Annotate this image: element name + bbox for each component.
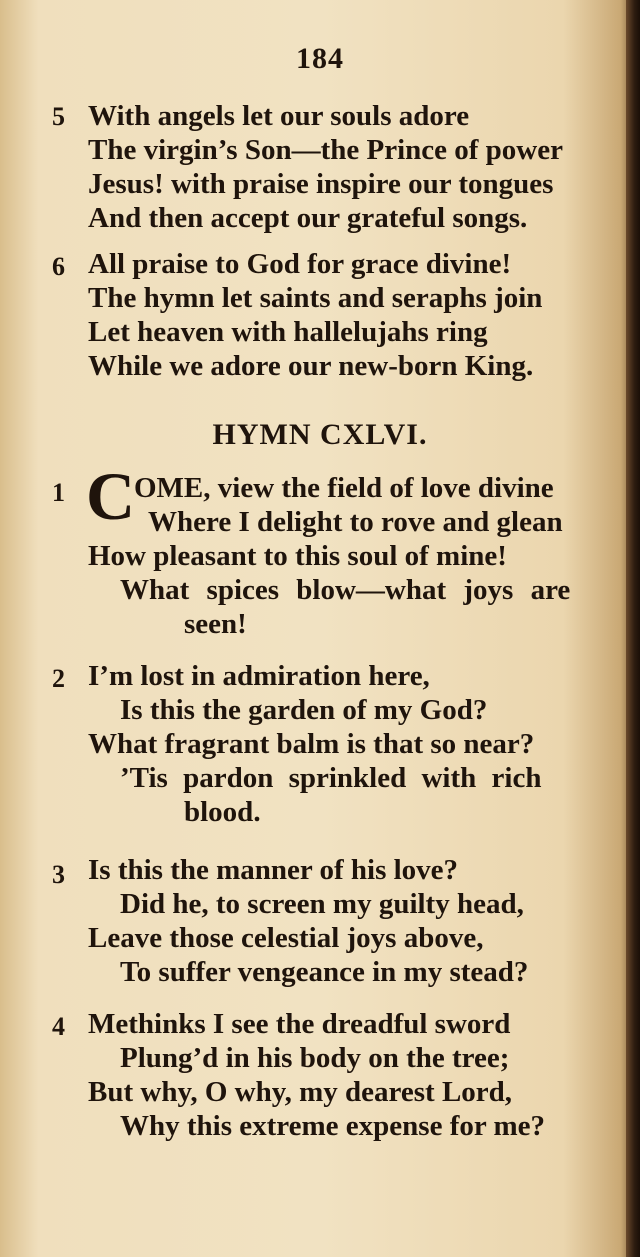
verse-line: I’m lost in admiration here, [88,660,430,692]
verse-line: Jesus! with praise inspire our tongues [88,168,554,200]
hymn-title: HYMN CXLVI. [212,418,428,451]
verse-line: But why, O why, my dearest Lord, [88,1076,513,1108]
verse-line: While we adore our new-born King. [88,350,534,382]
verse-line: With angels let our souls adore [88,100,470,132]
verse-line: The virgin’s Son—the Prince of power [88,134,563,166]
verse-line: Why this extreme expense for me? [120,1110,545,1142]
verse-line: And then accept our grateful songs. [88,202,528,234]
verse-line: Plung’d in his body on the tree; [120,1042,510,1074]
verse-line: To suffer vengeance in my stead? [120,956,529,988]
stanza-number: 3 [52,860,65,889]
verse-line: ’Tis pardon sprinkled with rich [120,762,542,794]
verse-line: Is this the manner of his love? [88,854,459,886]
verse-line: Did he, to screen my guilty head, [120,888,524,920]
verse-line: Where I delight to rove and glean [148,506,563,538]
stanza-number: 4 [52,1012,65,1041]
stanza-number: 5 [52,102,65,131]
verse-line: How pleasant to this soul of mine! [88,540,507,572]
verse-line: The hymn let saints and seraphs join [88,282,543,314]
stanza-number: 6 [52,252,65,281]
verse-line: Methinks I see the dreadful sword [88,1008,511,1040]
page-number: 184 [296,42,344,75]
verse-line: What fragrant balm is that so near? [88,728,535,760]
verse-line: blood. [184,796,261,828]
verse-line: Leave those celestial joys above, [88,922,484,954]
verse-line: seen! [184,608,247,640]
book-spine-shadow [626,0,640,1257]
stanza-number: 1 [52,478,65,507]
verse-line: Is this the garden of my God? [120,694,488,726]
verse-line: Let heaven with hallelujahs ring [88,316,488,348]
verse-line: All praise to God for grace divine! [88,248,512,280]
drop-cap: C [86,458,136,534]
verse-line: What spices blow—what joys are [120,574,571,606]
stanza-number: 2 [52,664,65,693]
verse-line: OME, view the field of love divine [134,472,554,504]
